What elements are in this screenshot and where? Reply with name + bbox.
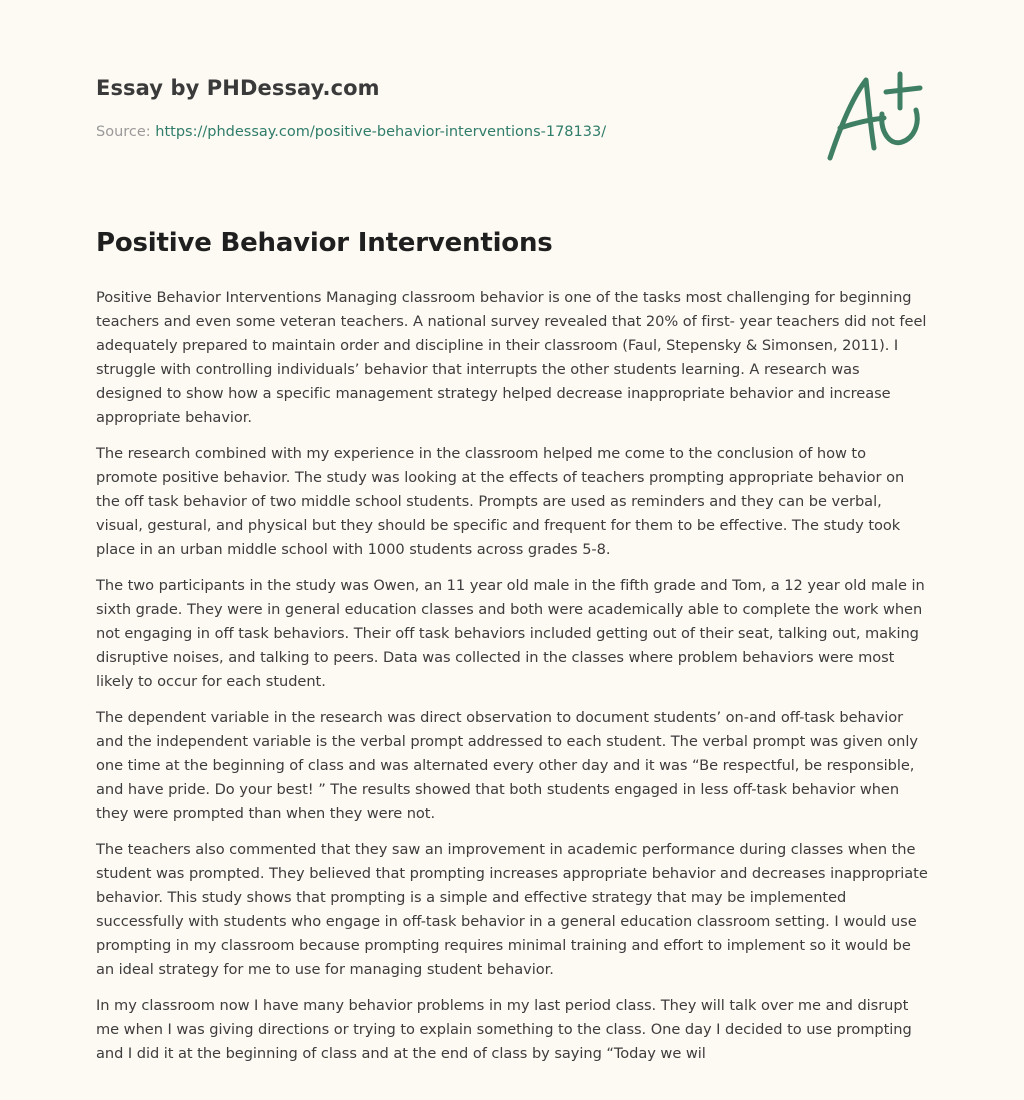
essay-paragraph: In my classroom now I have many behavior problems in my last period class. They will talk over me and disrupt me when I was giving directions or trying to explain something to the class. One day I decided to use prompting and I did it at the beginning of class and at the end of class by saying “Today we wil bbox=[96, 997, 912, 1062]
site-header bbox=[96, 76, 776, 100]
source-line bbox=[96, 124, 606, 140]
a-plus-logo bbox=[822, 68, 928, 164]
brand-title: Essay by PHDessay.com bbox=[96, 76, 380, 100]
source-link[interactable]: https://phdessay.com/positive-behavior-interventions-178133/ bbox=[155, 124, 607, 140]
essay-paragraph: The dependent variable in the research was direct observation to document students’ on-and off-task behavior and the independent variable is the verbal prompt addressed to each student. The verbal prompt was given only one time at the beginning of class and was alternated every other day and it was “Be respectful, be responsible, and have pride. Do your best! ” The results showed that both students engaged in less off-task behavior when they were prompted than when they were not. bbox=[96, 709, 918, 822]
essay-paragraph: The research combined with my experience in the classroom helped me come to the conclusion of how to promote positive behavior. The study was looking at the effects of teachers prompting appropriate behavior on the off task behavior of two middle school students. Prompts are used as reminders and they can be verbal, visual, gestural, and physical but they should be specific and frequent for them to be effective. The study took place in an urban middle school with 1000 students across grades 5-8. bbox=[96, 445, 905, 558]
essay-body bbox=[96, 286, 928, 1078]
source-label: Source: bbox=[96, 124, 151, 140]
essay-paragraph: Positive Behavior Interventions Managing classroom behavior is one of the tasks most challenging for beginning teachers and even some veteran teachers. A national survey revealed that 20% of first- year teachers did not feel adequately prepared to maintain order and discipline in their classroom (Faul, Stepensky & Simonsen, 2011). I struggle with controlling individuals’ behavior that interrupts the other students learning. A research was designed to show how a specific management strategy helped decrease inappropriate behavior and increase appropriate behavior. bbox=[96, 289, 927, 426]
essay-paragraph: The two participants in the study was Owen, an 11 year old male in the fifth grade and Tom, a 12 year old male in sixth grade. They were in general education classes and both were academically able to complete the work when not engaging in off task behaviors. Their off task behaviors included getting out of their seat, talking out, making disruptive noises, and talking to peers. Data was collected in the classes where problem behaviors were most likely to occur for each student. bbox=[96, 577, 925, 690]
essay-paragraph: The teachers also commented that they saw an improvement in academic performance during classes when the student was prompted. They believed that prompting increases appropriate behavior and decreases inappropriate behavior. This study shows that prompting is a simple and effective strategy that may be implemented successfully with students who engage in off-task behavior in a general education classroom setting. I would use prompting in my classroom because prompting requires minimal training and effort to implement so it would be an ideal strategy for me to use for managing student behavior. bbox=[96, 841, 928, 978]
essay-title: Positive Behavior Interventions bbox=[96, 228, 553, 258]
